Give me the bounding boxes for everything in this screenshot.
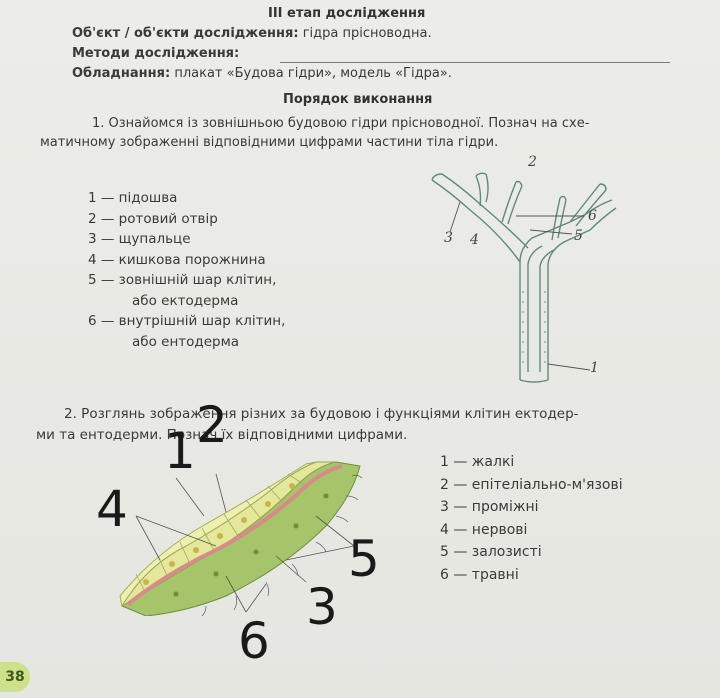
legend-item: 1 — підошва bbox=[88, 190, 178, 206]
hydra-label-3: 3 bbox=[444, 230, 453, 246]
legend-item: 2 — ротовий отвір bbox=[88, 210, 218, 227]
legend-item: 3 — щупальце bbox=[88, 231, 191, 247]
legend-item: 4 — нервові bbox=[440, 521, 528, 538]
hydra-label-2: 2 bbox=[528, 154, 537, 170]
object-label: Об'єкт / об'єкти дослідження: bbox=[72, 26, 299, 41]
equipment-value: плакат «Будова гідри», модель «Гідра». bbox=[174, 66, 452, 81]
legend-item: 5 — зовнішній шар клітин, bbox=[88, 272, 277, 288]
methods-label: Методи дослідження: bbox=[72, 46, 240, 61]
equipment-label: Обладнання: bbox=[72, 66, 171, 81]
answer-digit: 4 bbox=[96, 480, 128, 538]
page-number: 38 bbox=[0, 662, 30, 692]
task1-legend bbox=[88, 188, 285, 352]
stage-title: ІІІ етап дослідження bbox=[268, 6, 426, 21]
answer-digit: 5 bbox=[348, 530, 380, 588]
methods-line bbox=[72, 46, 239, 61]
hydra-label-6: 6 bbox=[588, 208, 597, 224]
hydra-label-1: 1 bbox=[590, 360, 599, 376]
legend-item: 5 — залозисті bbox=[440, 544, 542, 560]
task2-line2: ми та ентодерми. Познач їх відповідними цифрами. bbox=[36, 427, 408, 443]
legend-item: або ектодерма bbox=[132, 292, 239, 309]
answer-digit: 1 bbox=[164, 422, 196, 480]
object-line bbox=[72, 26, 432, 41]
task1-line2: матичному зображенні відповідними цифрами частини тіла гідри. bbox=[40, 135, 499, 150]
legend-item: 3 — проміжні bbox=[440, 499, 539, 515]
task1-line1: 1. Ознайомся із зовнішньою будовою гідри прісноводної. Познач на схе- bbox=[92, 116, 590, 131]
hydra-diagram bbox=[420, 152, 620, 384]
procedure-title: Порядок виконання bbox=[283, 92, 433, 107]
task2-line1: 2. Розглянь зображення різних за будовою і функціями клітин ектодер- bbox=[64, 406, 579, 422]
legend-item: або ентодерма bbox=[132, 333, 240, 350]
task2-legend bbox=[440, 451, 623, 586]
object-value: гідра прісноводна. bbox=[302, 26, 432, 41]
legend-item: 1 — жалкі bbox=[440, 454, 515, 470]
legend-item: 4 — кишкова порожнина bbox=[88, 251, 266, 268]
legend-item: 2 — епітеліально-м'язові bbox=[440, 476, 623, 493]
answer-digit: 2 bbox=[196, 396, 228, 454]
answer-digit: 6 bbox=[238, 612, 270, 670]
legend-item: 6 — травні bbox=[440, 566, 519, 583]
hydra-label-5: 5 bbox=[574, 228, 583, 244]
answer-digit: 3 bbox=[306, 578, 338, 636]
hydra-label-4: 4 bbox=[470, 232, 479, 248]
methods-blank bbox=[280, 62, 670, 63]
equipment-line bbox=[72, 66, 452, 81]
legend-item: 6 — внутрішній шар клітин, bbox=[88, 313, 286, 329]
